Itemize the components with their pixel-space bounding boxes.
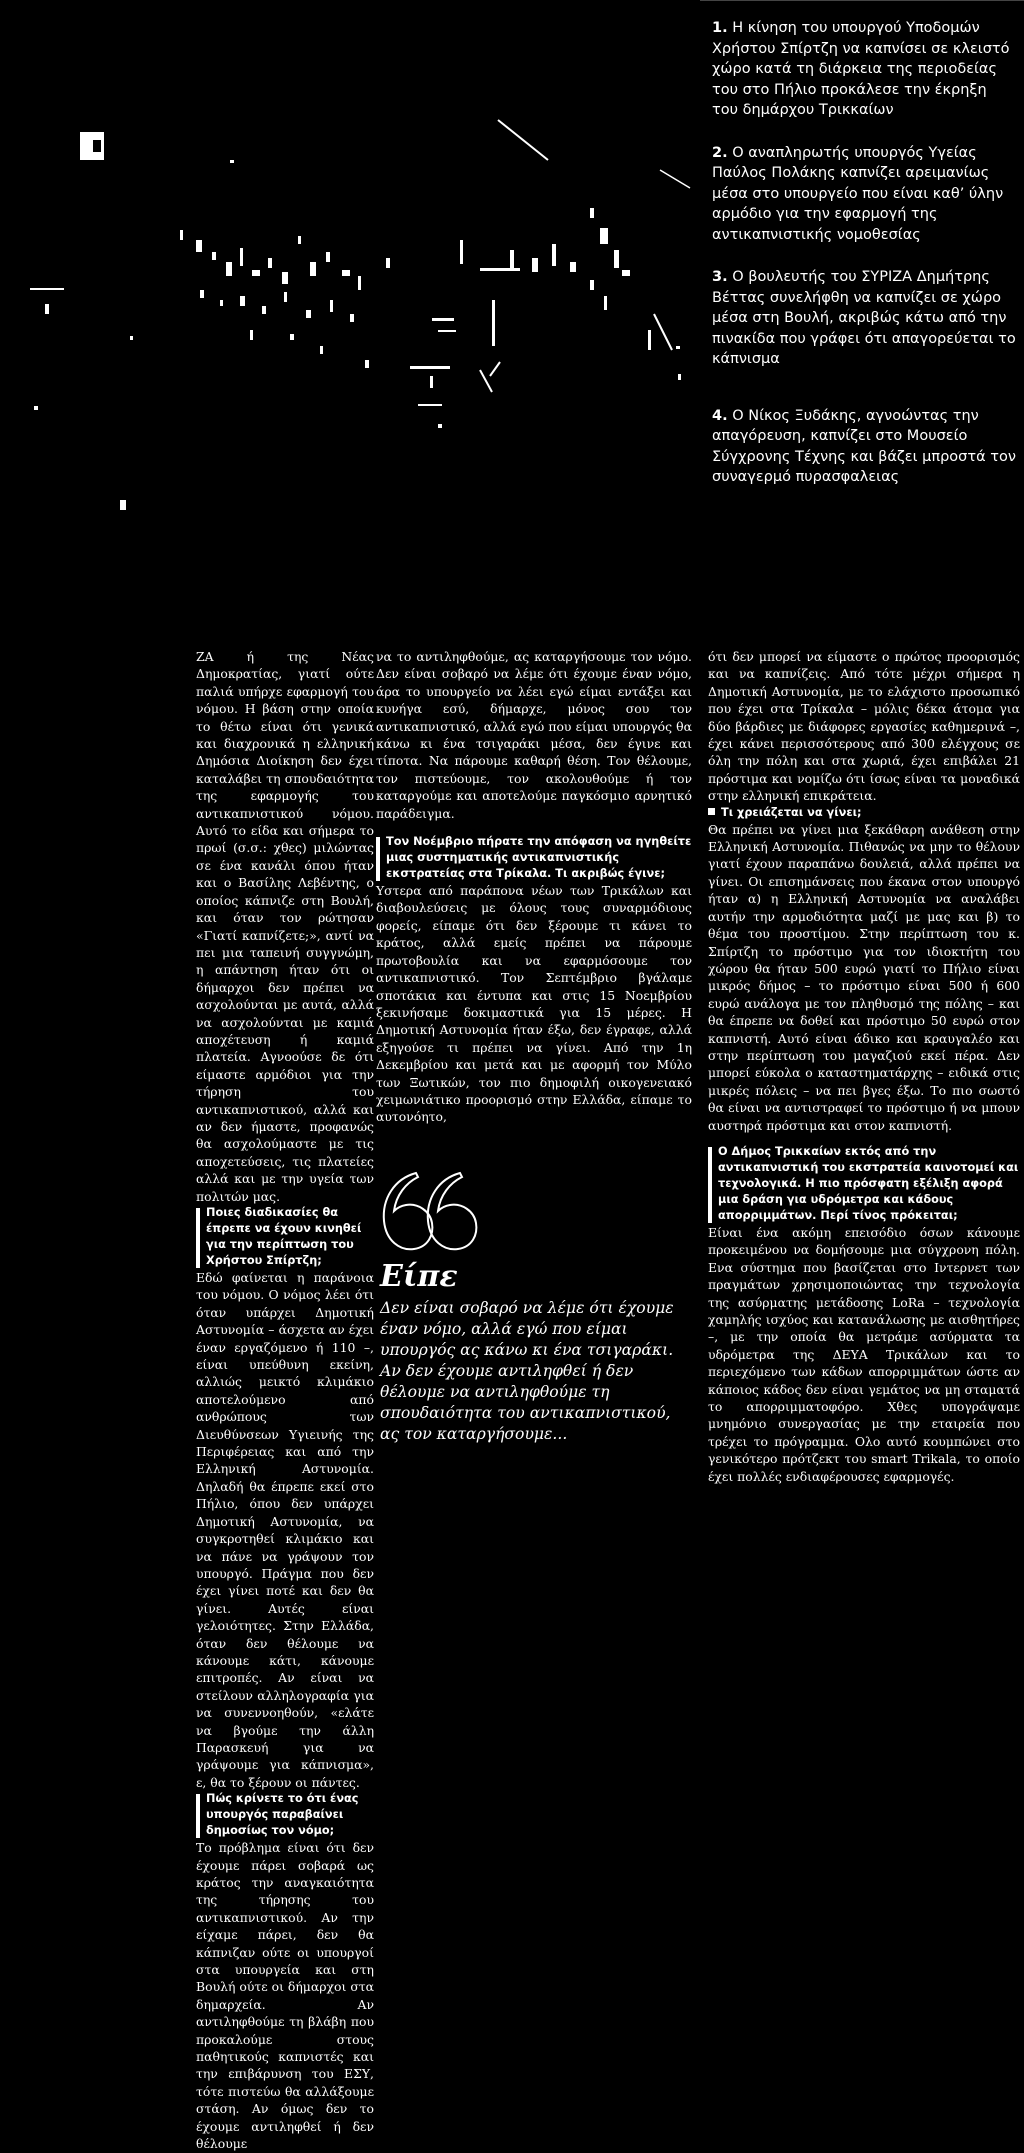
paragraph: Είναι ένα ακόμη επεισόδιο όσων κάνουμε προκειμένου να δομήσουμε μια σύγχρονη πόλη. Ενα σύστημα που βασίζεται στο Ιντερνετ των πραγμάτων χρησιμοποιώντας την τεχνολογία της ασύρματης μετάδοσης LoRa – τεχνολογία χαμηλής ισχύος και κατανάλωσης με αισθητήρες –, με την οποία θα μετράμε ασύρματα τα υδρόμετρα της ΔΕΥΑ Τρικάλων και το περιεχόμενο των κάδων απορριμμάτων ώστε αν κάποιος κάδος δεν είναι γεμάτος να μη σταματά το απορριμματοφόρο. Χθες υπογράψαμε μνημόνιο συνεργασίας με την εταιρεία που τρέχει το πρόγραμμα. Ολο αυτό κουμπώνει στο γενικότερο πρότζεκτ του smart Trikala, το οποίο έχει πολλές ενδιαφέρουσες εφαρμογές. [708, 1224, 1020, 1484]
caption-number: 2. [712, 144, 728, 161]
caption-4 [712, 406, 1017, 488]
photo-captions [712, 18, 1017, 510]
interview-question: Πώς κρίνετε το ότι ένας υπουργός παραβαίνει δημοσίως τον νόμο; [196, 1791, 374, 1839]
caption-number: 1. [712, 20, 728, 36]
quote-mark-icon [376, 1165, 480, 1255]
pull-quote [376, 1165, 676, 1445]
caption-2 [712, 143, 1017, 246]
square-bullet-icon [708, 808, 715, 815]
article-column-2 [376, 648, 692, 1126]
interview-question: Ο Δήμος Τρικκαίων εκτός από την αντικαπνιστική του εκστρατεία καινοτομεί και τεχνολογικά. Η πιο πρόσφατη εξέλιξη αφορά μια δράση για υδρόμετρα και κάδους απορριμμάτων. Περί τίνος πρόκειται; [708, 1144, 1020, 1224]
paragraph: ΖΑ ή της Νέας Δημοκρατίας, γιατί ούτε παλιά υπήρχε εφαρμογή του νόμου. Η βάση στην οποία το θέτω είναι ότι γενικά και διαχρονικά η ελληνική Δημόσια Διοίκηση δεν έχει καταλάβει τη σπουδαιότητα της εφαρμογής του αντικαπνιστικού νόμου. Αυτό το είδα και σήμερα το πρωί (σ.σ.: χθες) μιλώντας σε ένα κανάλι όπου ήταν και ο Βασίλης Λεβέντης, ο οποίος κάπνιζε στη Βουλή, και όταν τον ρώτησαν «Γιατί καπνίζετε;», αντί να πει μια ταπεινή συγγνώμη, η απάντηση ήταν ότι οι δήμαρχοι δεν πρέπει να ασχολούνται με αυτά, αλλά να ασχολούνται με καμιά αποχέτευση ή καμιά πλατεία. Αγνοούσε δε ότι είμαστε αρμόδιοι για την τήρηση του αντικαπνιστικού, αλλά και αν δεν ήμαστε, προφανώς θα ασχολούμαστε με τις αποχετεύσεις, τις πλατείες αλλά και με την υγεία των πολιτών μας. [196, 649, 374, 1204]
paragraph: Θα πρέπει να γίνει μια ξεκάθαρη ανάθεση στην Ελληνική Αστυνομία. Πιθανώς να μην το θέλουν γιατί έχουν παραπάνω δουλειά, αλλά πρέπει να γίνει. Οι επισημάνσεις που έκανα στον υπουργό ήταν α) η Ελληνική Αστυνομία να αναλάβει αυτήν την αρμοδιότητα μαζί με μας και β) το θέμα του προστίμου. Στην περίπτωση του κ. Σπίρτζη το πρόστιμο για τον ιδιοκτήτη του χώρου θα ήταν 500 ευρώ γιατί το Πήλιο είναι μικρός δήμος – το πρόστιμο είναι 500 ή 600 ευρώ ανάλογα με τον πληθυσμό της πόλης – και θα έπρεπε να δοθεί και πρόστιμο 50 ευρώ στον καπνιστή. Αυτό είναι άδικο και κραυγαλέο και στην περίπτωση του μαγαζιού εκεί πέρα. Δεν μπορεί εύκολα ο καταστηματάρχης – ειδικά στις μικρές πόλεις – να πει βγες έξω. Το πιο σωστό θα είναι να αντιστραφεί το πρόστιμο ή να μπουν αυστηρά πρόστιμα και στον καπνιστή. [708, 821, 1020, 1133]
paragraph: Υστερα από παράπονα νέων των Τρικάλων και διαβουλεύσεις με όλους τους συναρμόδιους φορείς, είπαμε ότι δεν ξέρουμε τι κάνει το κράτος, αλλά εμείς πρέπει να πάρουμε πρωτοβουλία και να εφαρμόσουμε τον αντικαπνιστικό. Τον Σεπτέμβριο βγάλαμε σποτάκια και έντυπα και στις 15 Νοεμβρίου ξεκινήσαμε δοκιμαστικά για 15 μέρες. Η Δημοτική Αστυνομία ήταν έξω, δεν έγραφε, αλλά εξηγούσε τι πρέπει να γίνει. Από την 1η Δεκεμβρίου και μετά και με αφορμή τον Μύλο των Ξωτικών, τον πιο δημοφιλή οικογενειακό χειμωνιάτικο προορισμό στην Ελλάδα, είπαμε το αυτονόητο, [376, 883, 692, 1125]
caption-1 [712, 18, 1017, 121]
caption-text: Ο βουλευτής του ΣΥΡΙΖΑ Δημήτρης Βέττας συνελήφθη να καπνίζει σε χώρο μέσα στη Βουλή, ακριβώς κάτω από την πινακίδα που γράφει ότι απαγορεύεται το κάπνισμα [712, 269, 1016, 367]
interview-question: Ποιες διαδικασίες θα έπρεπε να έχουν κινηθεί για την περίπτωση του Χρήστου Σπίρτζη; [196, 1205, 374, 1269]
pull-quote-text: Δεν είναι σοβαρό να λέμε ότι έχουμε έναν νόμο, αλλά εγώ που είμαι υπουργός ας κάνω κι ένα τσιγαράκι. Αν δεν έχουμε αντιληφθεί ή δεν θέλουμε να αντιληφθούμε τη σπουδαιότητα του αντικαπνιστικού, ας τον καταργήσουμε... [380, 1299, 674, 1443]
caption-text: Ο Νίκος Ξυδάκης, αγνοώντας την απαγόρευση, καπνίζει στο Μουσείο Σύγχρονης Τέχνης και βάζει μπροστά τον συναγερμό πυρασφαλειας [712, 407, 1016, 485]
dark-photo [0, 0, 700, 640]
caption-text: Ο αναπληρωτής υπουργός Υγείας Παύλος Πολάκης καπνίζει αρειμανίως μέσα στο υπουργείο που είναι καθ’ ύλην αρμόδιο για την εφαρμογή της αντικαπνιστικής νομοθεσίας [712, 144, 1004, 243]
caption-number: 3. [712, 269, 728, 285]
paragraph: ότι δεν μπορεί να είμαστε ο πρώτος προορισμός και να καπνίζεις. Από τότε μέχρι σήμερα η Δημοτική Αστυνομία, με το ελάχιστο προσωπικό που έχει στα Τρίκαλα – μόλις δέκα άτομα για δύο βάρδιες με διάφορες εργασίες καθημερινά –, έχει κάνει περισσότερους από 300 ελέγχους σε όλη την πόλη και στα χωριά, έχει επιβάλει 21 πρόστιμα και νομίζω ότι ίσως είναι τα μοναδικά στην ελληνική επικράτεια. [708, 649, 1020, 804]
caption-3 [712, 267, 1017, 370]
paragraph: Εδώ φαίνεται η παράνοια του νόμου. Ο νόμος λέει ότι όταν υπάρχει Δημοτική Αστυνομία – άσχετα αν έχει έναν εργαζόμενο ή 110 –, είναι υπεύθυνη εκείνη, αλλιώς μεικτό κλιμάκιο αποτελούμενο από ανθρώπους των Διευθύνσεων Υγιεινής της Περιφέρειας και από την Ελληνική Αστυνομία. Δηλαδή θα έπρεπε εκεί στο Πήλιο, όπου δεν υπάρχει Δημοτική Αστυνομία, να συγκροτηθεί κλιμάκιο και να πάνε να γράψουν τον υπουργό. Πράγμα που δεν έχει γίνει ποτέ και δεν θα γίνει. Αυτές είναι γελοιότητες. Στην Ελλάδα, όταν δεν θέλουμε να κάνουμε κάτι, κάνουμε επιτροπές. Αν είναι να στείλουν αλληλογραφία για να συνεννοηθούν, «ελάτε να βγούμε την άλλη Παρασκευή για να γράψουμε για κάπνισμα», ε, θα το ξέρουν οι πάντες. [196, 1270, 374, 1790]
paragraph: να το αντιληφθούμε, ας καταργήσουμε τον νόμο. Δεν είναι σοβαρό να λέμε ότι έχουμε έναν νόμο, άρα το υπουργείο να λέει εγώ είμαι εντάξει και κυνήγα εσύ, δήμαρχε, μόνος σου τον αντικαπνιστικό, αλλά εγώ που είμαι υπουργός θα κάνω κι ένα τσιγαράκι μέσα, δεν έγινε και τίποτα. Να πάρουμε καθαρή θέση. Τον θέλουμε, τον πιστεύουμε, τον ακολουθούμε ή τον καταργούμε και αποτελούμε παγκόσμιο αρνητικό παράδειγμα. [376, 649, 692, 821]
photo-speckles [0, 0, 700, 640]
paragraph: Το πρόβλημα είναι ότι δεν έχουμε πάρει σοβαρά ως κράτος την αναγκαιότητα της τήρησης του αντικαπνιστικού. Αν την είχαμε πάρει, δεν θα κάπνιζαν ούτε οι υπουργοί στα υπουργεία και στη Βουλή ούτε οι δήμαρχοι στα δημαρχεία. Αν αντιληφθούμε τη βλάβη που προκαλούμε στους παθητικούς καπνιστές και την επιβάρυνση του ΕΣΥ, τότε πιστεύω θα αλλάξουμε στάση. Αν όμως δεν το έχουμε αντιληφθεί ή δεν θέλουμε [196, 1840, 374, 2152]
caption-number: 4. [712, 407, 728, 424]
article-column-1 [196, 648, 374, 2153]
interview-question [708, 805, 1020, 821]
caption-text: Η κίνηση του υπουργού Υποδομών Χρήστου Σπίρτζη να καπνίσει σε κλειστό χώρο κατά τη διάρκεια της περιοδείας του στο Πήλιο προκάλεσε την έκρηξη του δημάρχου Τρικκαίων [712, 20, 1010, 118]
article-column-3 [708, 648, 1020, 1485]
pull-quote-title: Είπε [380, 1259, 458, 1294]
question-text: Τι χρειάζεται να γίνει; [721, 805, 862, 819]
interview-question: Τον Νοέμβριο πήρατε την απόφαση να ηγηθείτε μιας συστηματικής αντικαπνιστικής εκστρατείας στα Τρίκαλα. Τι ακριβώς έγινε; [376, 834, 692, 882]
